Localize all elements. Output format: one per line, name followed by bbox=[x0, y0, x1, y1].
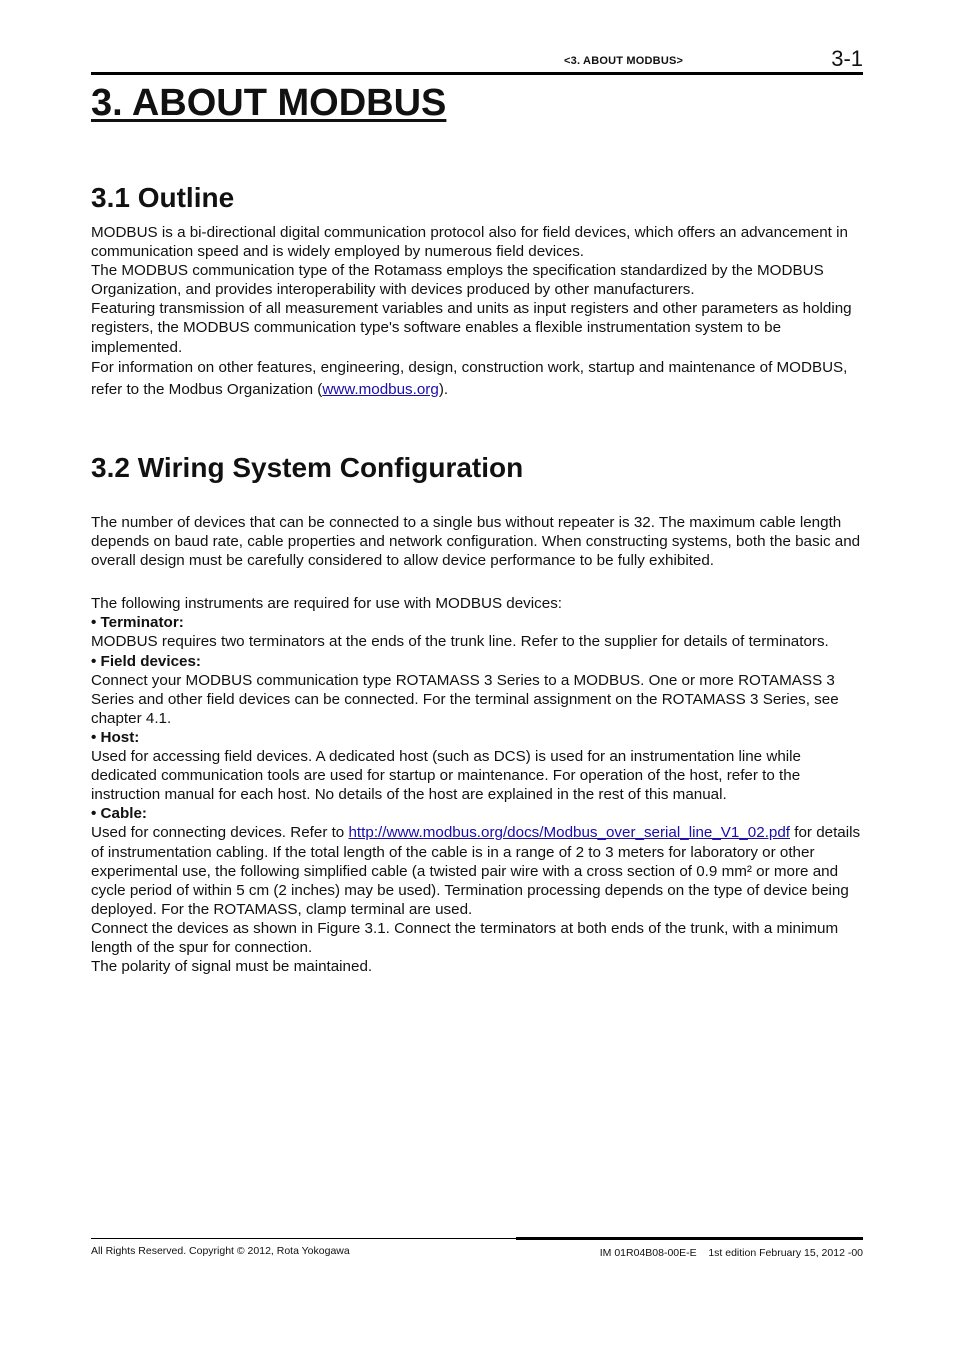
outline-p4-text: For information on other features, engineering, design, construction work, startup and maintenance of MODBUS, refer to the Modbus Organization ( bbox=[91, 358, 848, 398]
field-devices-text: Connect your MODBUS communication type ROTAMASS 3 Series to a MODBUS. One or more ROTAMASS 3 Series and other field devices can be connected. For the terminal assignment on the ROTAMASS 3 Series, see chapter 4.1. bbox=[91, 671, 839, 727]
footer-copyright: All Rights Reserved. Copyright © 2012, Rota Yokogawa bbox=[91, 1245, 350, 1257]
outline-body bbox=[91, 223, 866, 401]
wiring-intro: The number of devices that can be connected to a single bus without repeater is 32. The maximum cable length depends on baud rate, cable properties and network configuration. When constructing systems, both the basic and overall design must be carefully considered to allow device performance to be fully exhibited. bbox=[91, 514, 861, 570]
host-text: Used for accessing field devices. A dedicated host (such as DCS) is used for an instrumentation line while dedicated communication tools are used for startup or maintenance. For operation of the host, refer to the instruction manual for each host. No details of the host are explained in the rest of this manual. bbox=[91, 748, 801, 804]
bullet-host: • Host: bbox=[91, 728, 140, 746]
page-number: 3-1 bbox=[831, 46, 863, 71]
footer-document-id: IM 01R04B08-00E-E 1st edition February 15, 2012 -00 bbox=[599, 1247, 863, 1259]
required-intro: The following instruments are required for use with MODBUS devices: bbox=[91, 595, 563, 613]
bullet-field-devices: • Field devices: bbox=[91, 652, 201, 670]
cable-text bbox=[91, 823, 866, 918]
polarity-text: The polarity of signal must be maintained. bbox=[91, 958, 373, 976]
outline-paragraph-4 bbox=[91, 357, 866, 401]
paragraph-gap bbox=[91, 570, 866, 594]
connect-text: Connect the devices as shown in Figure 3.1. Connect the terminators at both ends of the trunk, with a minimum length of the spur for connection. bbox=[91, 919, 839, 956]
footer-rule-thin bbox=[91, 1238, 516, 1239]
section-heading-outline: 3.1 Outline bbox=[91, 182, 235, 213]
cable-text-start: Used for connecting devices. Refer to bbox=[91, 824, 349, 842]
section-heading-wiring: 3.2 Wiring System Configuration bbox=[91, 452, 524, 483]
running-header-section: <3. ABOUT MODBUS> bbox=[564, 55, 684, 67]
cable-text-rest: for details of instrumentation cabling. If the total length of the cable is in a range of 2 to 3 meters for laboratory or other experimental use, the following simplified cable (a twisted pair wire with a cross section of 0.9 mm² or more and cycle period of within 5 cm (2 inches) may be used). Termination processing depends on the type of device being deployed. For the ROTAMASS, clamp terminal are used. bbox=[91, 824, 861, 918]
chapter-title: 3. ABOUT MODBUS bbox=[91, 82, 447, 124]
header-rule bbox=[91, 72, 863, 75]
bullet-cable: • Cable: bbox=[91, 805, 147, 823]
outline-paragraph-2: The MODBUS communication type of the Rotamass employs the specification standardized by the MODBUS Organization, and provides interoperability with devices produced by other manufacturers. bbox=[91, 262, 824, 299]
outline-paragraph-3: Featuring transmission of all measurement variables and units as input registers and other parameters as holding registers, the MODBUS communication type's software enables a flexible instrumentation system to be implemented. bbox=[91, 300, 852, 356]
outline-p4-end: ). bbox=[438, 380, 449, 398]
bullet-terminator: • Terminator: bbox=[91, 614, 184, 632]
footer-rule-thick bbox=[516, 1237, 863, 1240]
outline-paragraph-1: MODBUS is a bi-directional digital communication protocol also for field devices, which offers an advancement in communication speed and is widely employed by numerous field devices. bbox=[91, 224, 848, 261]
wiring-body bbox=[91, 513, 866, 976]
modbus-serial-pdf-link[interactable]: http://www.modbus.org/docs/Modbus_over_serial_line_V1_02.pdf bbox=[348, 824, 791, 842]
terminator-text: MODBUS requires two terminators at the ends of the trunk line. Refer to the supplier for details of terminators. bbox=[91, 633, 829, 651]
modbus-org-link[interactable]: www.modbus.org bbox=[322, 380, 439, 398]
